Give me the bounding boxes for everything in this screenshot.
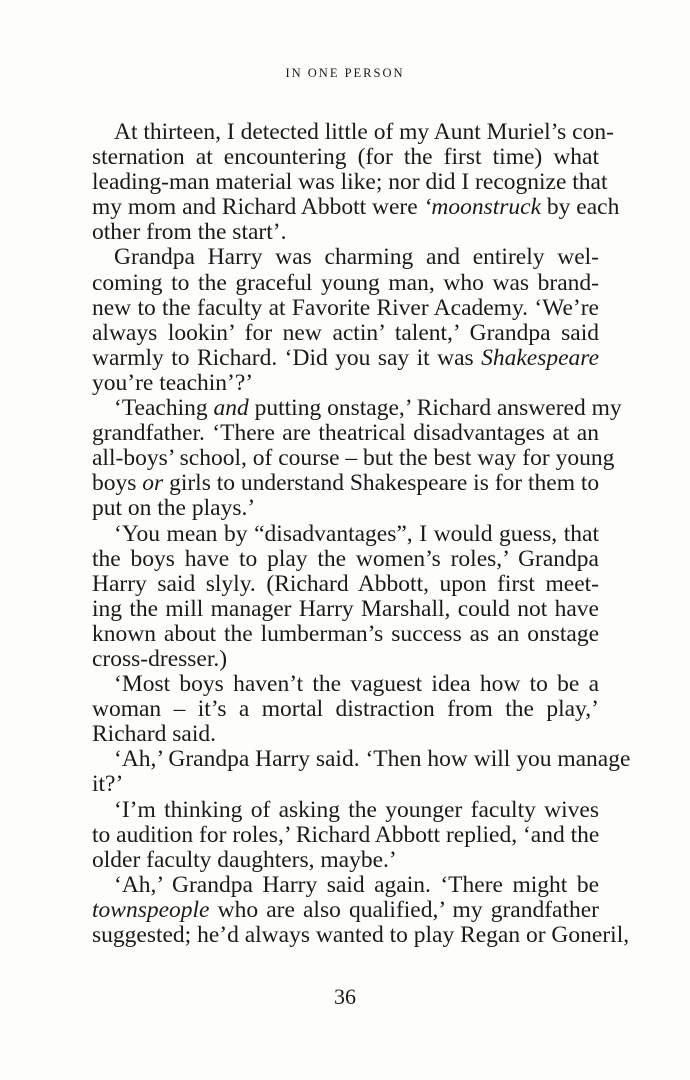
- text-run: ‘Ah,’ Grandpa Harry said. ‘Then how will you manage: [114, 746, 631, 773]
- text-run: coming to the graceful young man, who was brand-: [92, 269, 599, 296]
- text-line: [92, 471, 599, 496]
- text-line: [92, 220, 599, 245]
- text-line: [92, 823, 599, 848]
- text-line: [92, 371, 599, 396]
- text-run: cross-dresser.): [92, 645, 228, 672]
- text-run: to audition for roles,’ Richard Abbott replied, ‘and the: [92, 821, 600, 848]
- text-line: [92, 597, 599, 622]
- text-run: Harry said slyly. (Richard Abbott, upon first meet-: [92, 570, 599, 597]
- text-line: [92, 271, 599, 296]
- text-run: my mom and Richard Abbott were: [92, 194, 424, 221]
- text-run: grandfather. ‘There are theatrical disadvantages at an: [92, 420, 599, 447]
- text-line: [92, 798, 599, 823]
- text-line: [92, 722, 599, 747]
- text-line: [92, 421, 599, 446]
- text-run: sternation at encountering (for the first time) what: [92, 144, 599, 171]
- text-line: [92, 522, 599, 547]
- text-run: other from the start’.: [92, 219, 287, 246]
- body-text: [92, 119, 631, 948]
- text-run: woman – it’s a mortal distraction from the play,’: [92, 696, 599, 723]
- text-run: always lookin’ for new actin’ talent,’ Grandpa said: [92, 319, 599, 346]
- text-line: [92, 321, 599, 346]
- text-run: At thirteen, I detected little of my Aunt Muriel’s con-: [114, 119, 614, 145]
- text-line: [92, 672, 599, 697]
- text-line: [92, 346, 599, 371]
- text-run: the boys have to play the women’s roles,’ Grandpa: [92, 545, 599, 572]
- text-run: all-boys’ school, of course – but the best way for young: [92, 445, 615, 472]
- text-line: [92, 194, 620, 221]
- text-run: boys: [92, 470, 143, 497]
- text-run: by each: [541, 194, 620, 221]
- text-line: [92, 697, 599, 722]
- text-line: [92, 169, 608, 196]
- text-run: new to the faculty at Favorite River Academy. ‘We’re: [92, 294, 599, 321]
- text-line: [92, 647, 599, 672]
- page-number: 36: [334, 984, 356, 1009]
- text-line: [92, 445, 615, 472]
- text-line: [92, 496, 599, 521]
- text-run: you’re teachin’?’: [92, 369, 254, 396]
- italic-text: and: [213, 395, 249, 422]
- text-run: Grandpa Harry was charming and entirely wel-: [114, 244, 599, 271]
- italic-text: townspeople: [92, 896, 210, 923]
- text-line: [92, 572, 599, 597]
- text-run: ‘You mean by “disadvantages”, I would guess, that: [114, 520, 599, 547]
- text-run: ‘Ah,’ Grandpa Harry said again. ‘There might be: [114, 871, 599, 898]
- text-run: Richard said.: [92, 721, 216, 748]
- text-line: [92, 772, 599, 797]
- text-line: [92, 746, 631, 773]
- text-run: suggested; he’d always wanted to play Regan or Goneril,: [92, 922, 630, 948]
- text-line: [92, 145, 599, 170]
- text-run: older faculty daughters, maybe.’: [92, 846, 397, 873]
- text-line: [92, 922, 630, 948]
- text-line: [92, 119, 614, 145]
- text-line: [92, 873, 599, 898]
- italic-text: ‘moonstruck: [423, 194, 542, 221]
- text-line: [92, 848, 599, 873]
- italic-text: Shakespeare: [481, 344, 599, 371]
- text-line: [92, 547, 599, 572]
- running-head: IN ONE PERSON: [285, 66, 405, 80]
- text-run: girls to understand Shakespeare is for them to: [163, 470, 600, 497]
- text-run: ‘Teaching: [114, 395, 214, 422]
- text-line: [92, 296, 599, 321]
- text-run: putting onstage,’ Richard answered my: [248, 395, 622, 422]
- text-run: ‘I’m thinking of asking the younger faculty wives: [114, 796, 599, 823]
- text-line: [92, 622, 599, 647]
- text-run: who are also qualified,’ my grandfather: [209, 896, 599, 923]
- text-run: ing the mill manager Harry Marshall, could not have: [92, 595, 599, 622]
- text-run: leading-man material was like; nor did I recognize that: [92, 169, 608, 196]
- text-run: ‘Most boys haven’t the vaguest idea how to be a: [114, 671, 599, 698]
- text-run: known about the lumberman’s success as an onstage: [92, 620, 599, 647]
- text-run: it?’: [92, 771, 124, 798]
- text-run: put on the plays.’: [92, 495, 256, 522]
- text-line: [92, 898, 599, 923]
- text-line: [92, 395, 622, 422]
- italic-text: or: [142, 470, 164, 497]
- text-run: warmly to Richard. ‘Did you say it was: [92, 344, 482, 371]
- text-line: [92, 245, 599, 270]
